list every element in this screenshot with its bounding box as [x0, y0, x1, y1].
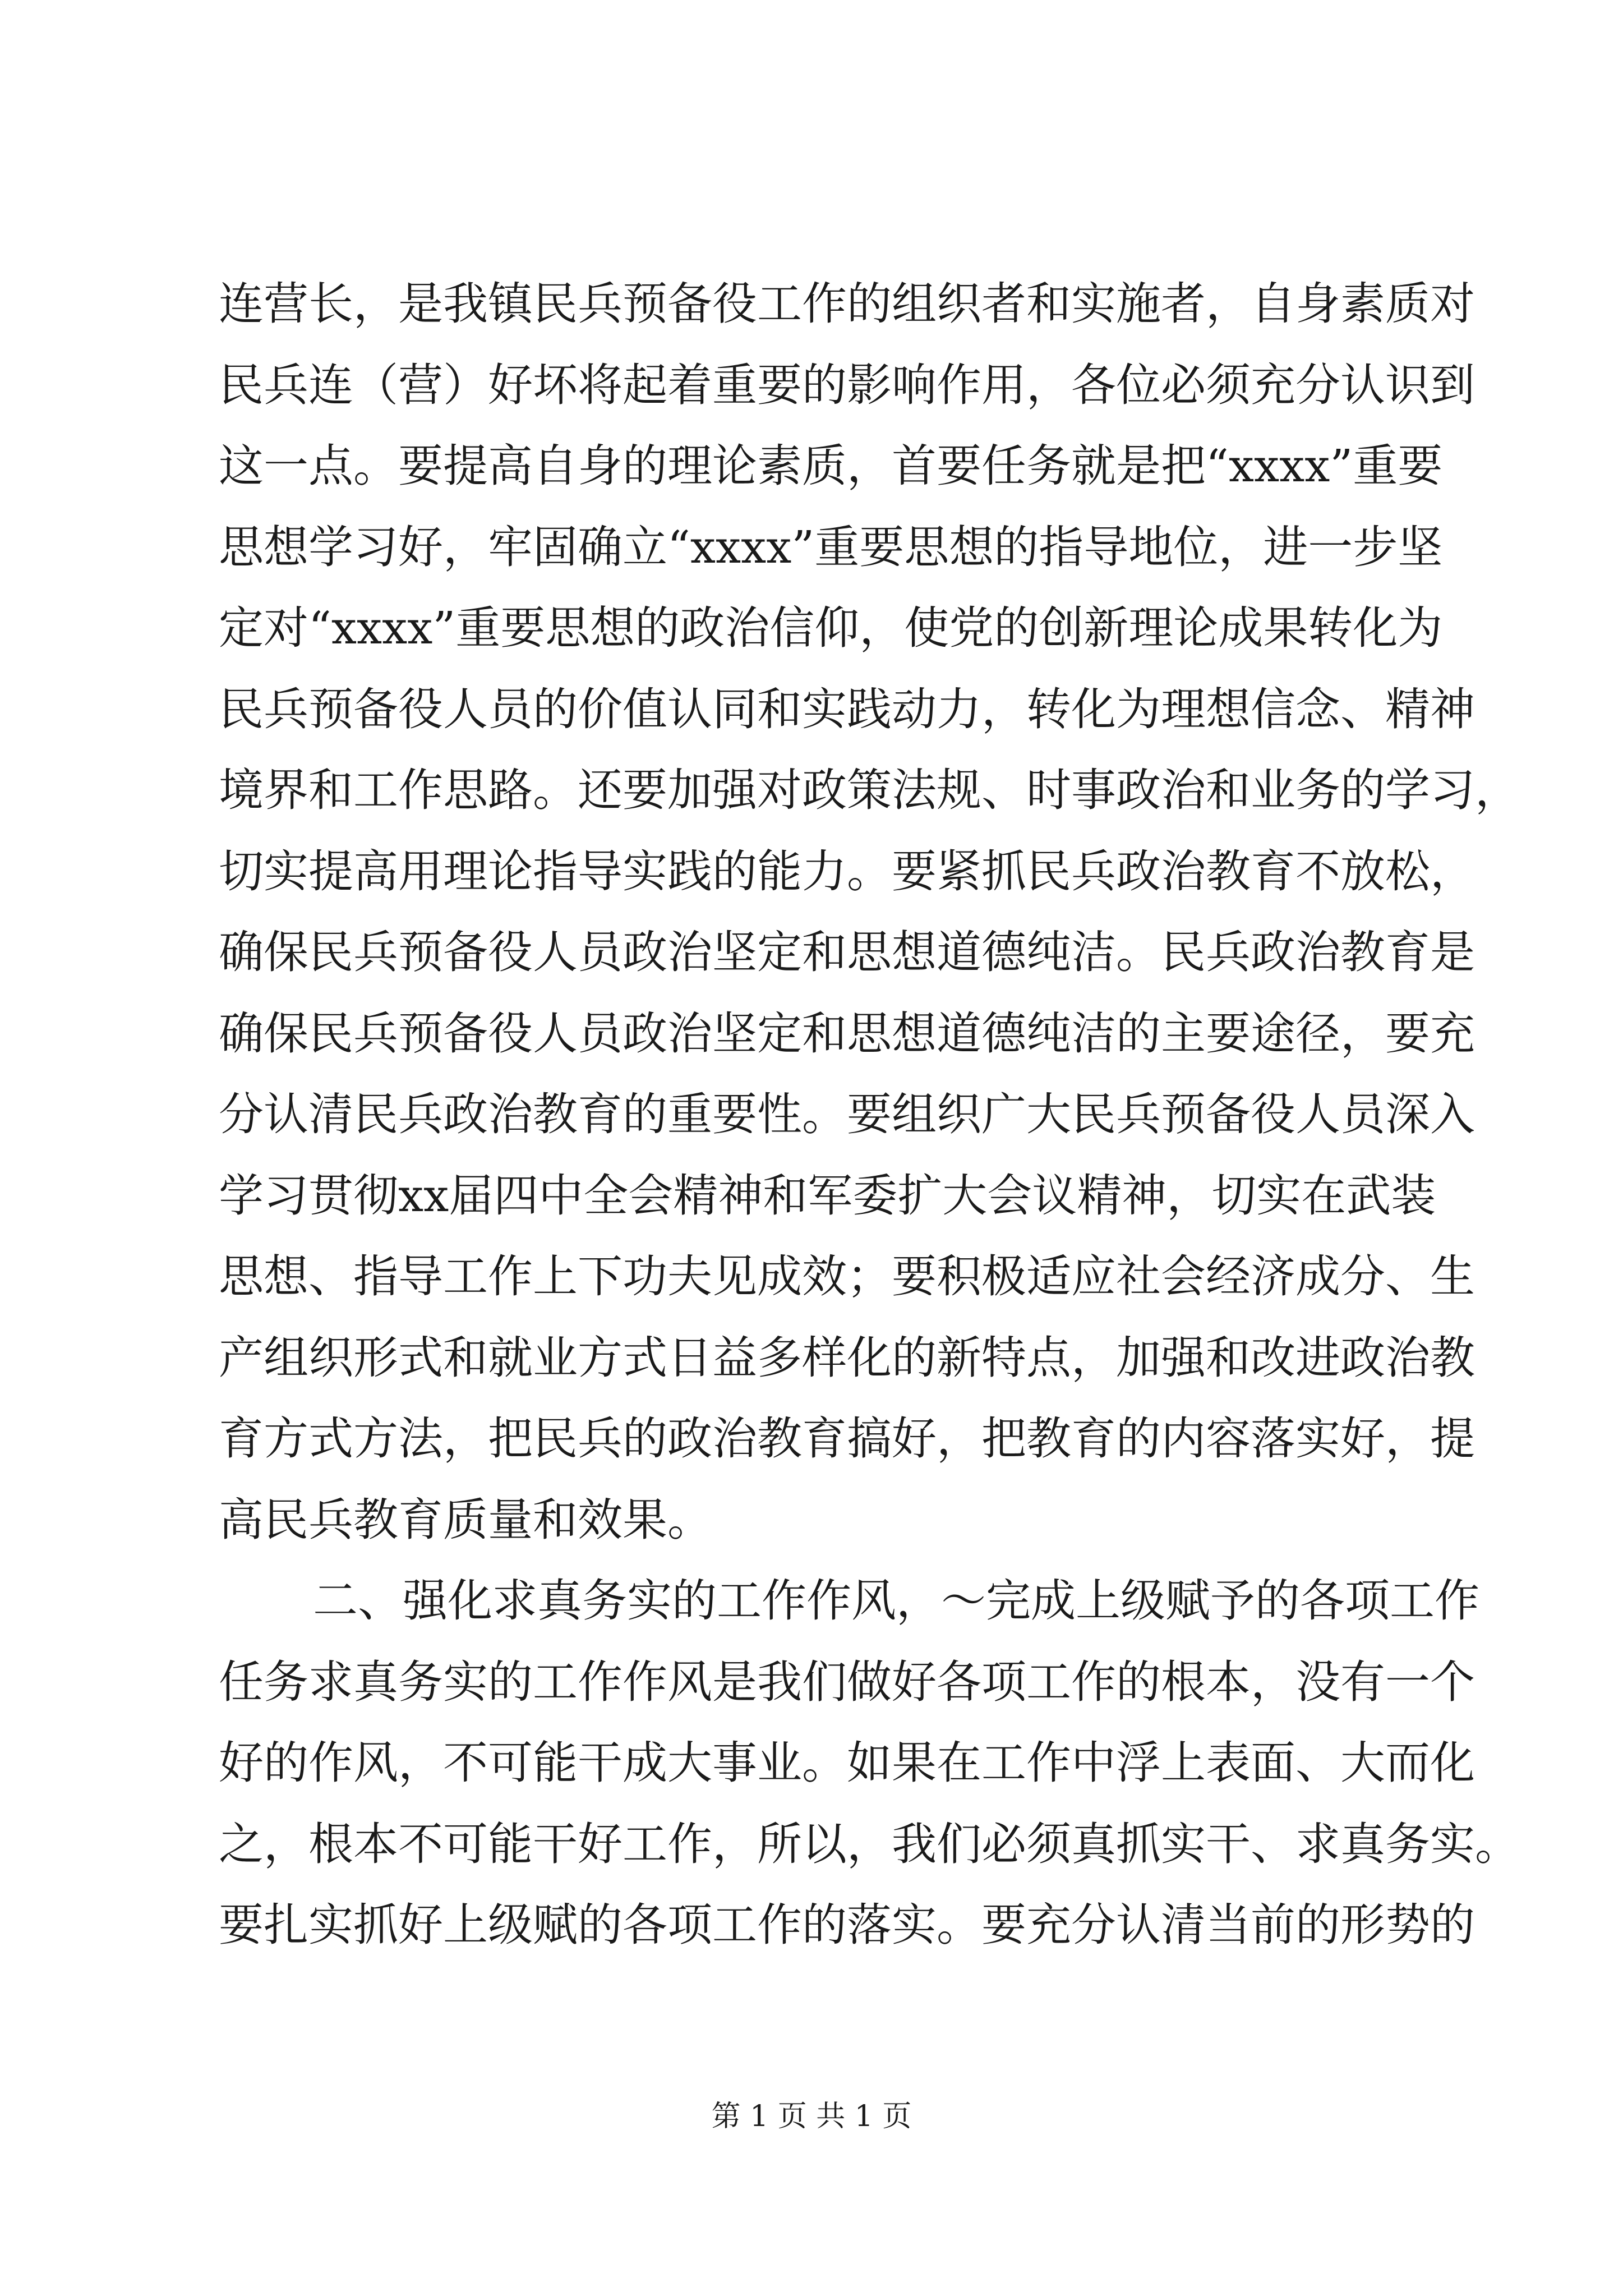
page-footer — [0, 2092, 1623, 2134]
text-line: 任务求真务实的工作作风是我们做好各项工作的根本，没有一个 — [219, 1655, 1475, 1708]
text-line: 民兵连（营）好坏将起着重要的影响作用，各位必须充分认识到 — [219, 358, 1475, 411]
text-line: 分认清民兵政治教育的重要性。要组织广大民兵预备役人员深入 — [219, 1088, 1475, 1140]
section-heading-line: 二、强化求真务实的工作作风，～完成上级赋予的各项工作 — [313, 1575, 1479, 1627]
text-line: 要扎实抓好上级赋的各项工作的落实。要充分认清当前的形势的 — [219, 1899, 1475, 1951]
page-number: 第 1 页 共 1 页 — [711, 2100, 912, 2133]
body-text — [219, 264, 1520, 1966]
text-line: 确保民兵预备役人员政治坚定和思想道德纯洁。民兵政治教育是 — [219, 926, 1475, 978]
text-line: 学习贯彻xx届四中全会精神和军委扩大会议精神，切实在武装 — [219, 1169, 1436, 1222]
text-line: 民兵预备役人员的价值认同和实践动力，转化为理想信念、精神 — [219, 683, 1475, 735]
text-line: 思想学习好，牢固确立“xxxx”重要思想的指导地位，进一步坚 — [219, 521, 1443, 573]
text-line: 境界和工作思路。还要加强对政策法规、时事政治和业务的学习， — [219, 764, 1520, 816]
text-line: 之，根本不可能干好工作，所以，我们必须真抓实干、求真务实。 — [219, 1818, 1520, 1870]
text-line: 确保民兵预备役人员政治坚定和思想道德纯洁的主要途径，要充 — [219, 1007, 1475, 1060]
text-line: 好的作风，不可能干成大事业。如果在工作中浮上表面、大而化 — [219, 1737, 1475, 1789]
text-line: 思想、指导工作上下功夫见成效；要积极适应社会经济成分、生 — [219, 1250, 1475, 1303]
text-line: 这一点。要提高自身的理论素质，首要任务就是把“xxxx”重要 — [219, 440, 1443, 492]
text-line: 高民兵教育质量和效果。 — [219, 1493, 712, 1546]
text-line: 定对“xxxx”重要思想的政治信仰，使党的创新理论成果转化为 — [219, 602, 1443, 654]
text-line: 育方式方法，把民兵的政治教育搞好，把教育的内容落实好，提 — [219, 1412, 1475, 1465]
text-line: 切实提高用理论指导实践的能力。要紧抓民兵政治教育不放松， — [219, 845, 1475, 898]
text-line: 连营长，是我镇民兵预备役工作的组织者和实施者，自身素质对 — [219, 278, 1475, 330]
text-line: 产组织形式和就业方式日益多样化的新特点，加强和改进政治教 — [219, 1331, 1475, 1384]
